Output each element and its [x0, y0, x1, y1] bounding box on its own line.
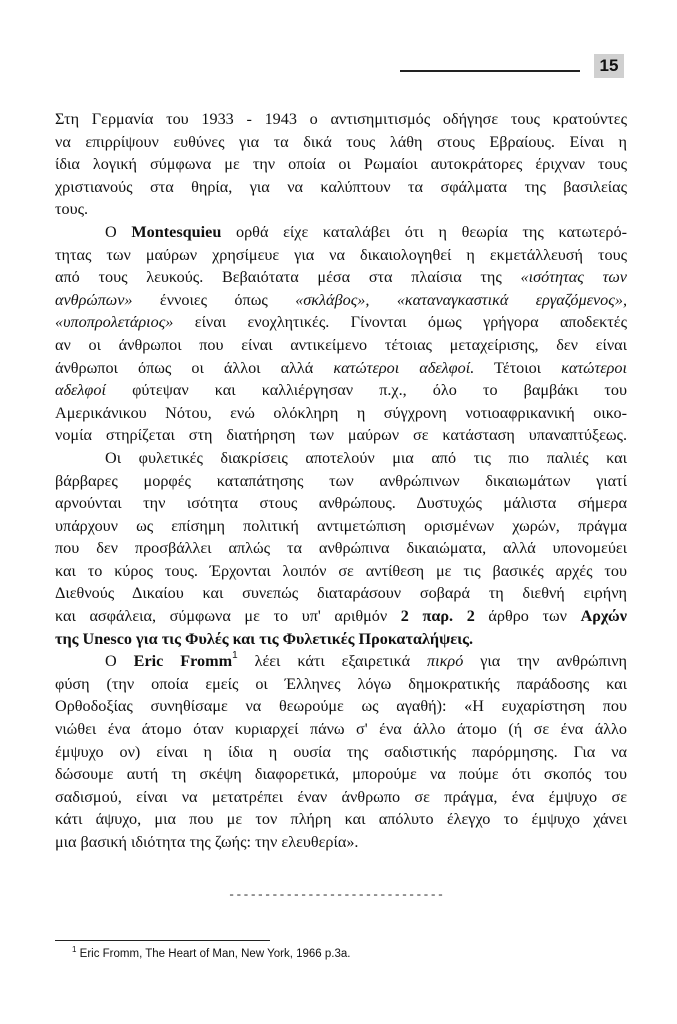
paragraph-3 — [55, 447, 627, 650]
text-run: φύτεψαν και καλλιέργησαν π.χ., όλο το βαμβάκι του — [105, 381, 627, 400]
text-line: της Unesco για τις Φυλές και τις Φυλετικές Προκαταλήψεις. — [55, 629, 474, 648]
text-line: έμψυχο ον) είναι η ίδια η ουσία της σαδιστικής παρόρμησης. Για να — [55, 742, 627, 761]
italic-phrase: «σκλάβος», «καταναγκαστικά εργαζόμενος», — [295, 290, 627, 309]
text-line: να επιρρίψουν ευθύνες για τα δικά τους λάθη στους Εβραίους. Είναι η — [55, 132, 627, 151]
text-line — [55, 311, 627, 334]
text-line: χριστιανούς στα θηρία, για να καλύπτουν τα σφάλματα της βασιλείας — [55, 177, 627, 196]
text-run: άρθρο των — [474, 607, 581, 626]
paragraph-1 — [55, 108, 627, 221]
footnote-marker: 1 — [232, 650, 238, 662]
body-text — [55, 108, 627, 854]
title-bold: Αρχών — [580, 607, 627, 626]
text-line: νιώθει ένα άτομο όταν κυριαρχεί πάνω σ' ένα άλλο άτομο (ή σε ένα άλλο — [55, 720, 627, 739]
italic-phrase: πικρό — [427, 652, 464, 671]
section-divider: ------------------------------ — [228, 888, 445, 902]
text-line: σαδισμού, είναι να μετατρέπει έναν άνθρωπο σε πράγμα, ένα έμψυχο σε — [55, 787, 627, 806]
text-run: είναι ενοχλητικές. Γίνονται όμως γρήγορα αποδεκτές — [173, 313, 627, 332]
text-line: ίδια λογική σύμφωνα με την οποία οι Ρωμαίοι αυτοκράτορες έριχναν τους — [55, 155, 627, 174]
text-line: και το κύρος τους. Έρχονται λοιπόν σε αντίθεση με τις βασικές αρχές του — [55, 561, 627, 580]
text-line — [55, 289, 627, 312]
text-run: λέει κάτι εξαιρετικά — [237, 652, 428, 671]
text-line: Στη Γερμανία του 1933 - 1943 ο αντισημιτισμός οδήγησε τους κρατούντες — [55, 110, 627, 128]
text-line: που δεν προσβάλλει απλώς τα ανθρώπινα δικαιώματα, αλλά υπονομεύει — [55, 539, 627, 558]
italic-phrase: κατώτεροι — [561, 358, 627, 377]
text-line: αρνούνται την ισότητα στους ανθρώπους. Δυστυχώς μάλιστα σήμερα — [55, 494, 627, 513]
text-run: ορθά είχε καταλάβει ότι η θεωρία της κατωτερό- — [221, 222, 627, 241]
italic-phrase: κατώτεροι αδελφοί. — [333, 358, 475, 377]
text-line — [55, 266, 627, 289]
text-line: υπάρχουν ως επίσημη πολιτική αντιμετώπιση ορισμένων χωρών, πράγμα — [55, 516, 627, 535]
text-line: βάρβαρες μορφές καταπάτησης των ανθρώπινων δικαιωμάτων γιατί — [55, 471, 627, 490]
paragraph-2 — [55, 221, 627, 447]
text-line — [55, 357, 627, 380]
text-line: Οι φυλετικές διακρίσεις αποτελούν μια από τις πιο παλιές και — [105, 448, 627, 467]
text-run: και ασφάλεια, σύμφωνα με το υπ' αριθμόν — [55, 607, 401, 626]
page-number: 15 — [594, 54, 624, 78]
text-run: άνθρωποι όπως οι άλλοι αλλά — [55, 358, 334, 377]
text-line: Ορθοδοξίας συνηθίσαμε να θεωρούμε ως αγαθή): «Η ευχαρίστηση που — [55, 697, 627, 716]
footnote-number: 1 — [72, 945, 77, 954]
text-line: Διεθνούς Δικαίου και συνεπώς διαταράσουν σοβαρά τη διεθνή ειρήνη — [55, 584, 627, 603]
paragraph-4 — [55, 650, 627, 853]
text-run: για την ανθρώπινη — [463, 652, 627, 671]
italic-phrase: «υποπρολετάριος» — [55, 313, 174, 332]
text-line: τους. — [55, 200, 89, 219]
text-line: νομία στηρίζεται στη διατήρηση των μαύρων σε κατάσταση υπαναπτύξεως. — [55, 426, 627, 445]
text-line: μια βασική ιδιότητα της ζωής: την ελευθερία». — [55, 833, 359, 851]
text-run: από τους λευκούς. Βεβαιότατα μέσα στα πλαίσια της — [55, 268, 521, 287]
footnote — [72, 945, 351, 960]
text-line: φύση (την οποία εμείς οι Έλληνες λόγω δημοκρατικής παράδοσης και — [55, 674, 627, 693]
italic-phrase: ανθρώπων» — [55, 290, 133, 309]
author-name: Eric Fromm — [133, 652, 233, 671]
text-line: Αμερικάνικου Νότου, ενώ ολόκληρη η σύγχρονη νοτιοαφρικανική οικο- — [55, 403, 627, 422]
text-run: Τέτοιοι — [474, 358, 562, 377]
footnote-text: Eric Fromm, The Heart of Man, New York, 1966 p.3a. — [79, 948, 351, 960]
italic-phrase: αδελφοί — [55, 381, 106, 400]
text-line: δώσουμε αυτή τη σκέψη διαφορετικά, μπορούμε να πούμε ότι σκοπός του — [55, 765, 627, 784]
footnote-rule — [55, 940, 270, 941]
article-ref: 2 παρ. 2 — [400, 607, 475, 626]
italic-phrase: «ισότητας των — [520, 268, 627, 287]
text-run: Ο — [105, 222, 132, 241]
author-name: Montesquieu — [131, 222, 222, 241]
text-line — [55, 221, 627, 244]
text-line: τητας των μαύρων χρησίμευε για να δικαιολογηθεί η εκμετάλλευσή τους — [55, 245, 627, 264]
text-line — [55, 379, 627, 402]
text-line — [55, 605, 627, 628]
text-line — [55, 650, 627, 673]
text-run: έννοιες όπως — [132, 290, 296, 309]
header-rule — [400, 70, 580, 72]
text-line: κάτι άψυχο, μια που με τον πλήρη και απόλυτο έλεγχο το έμψυχο χάνει — [55, 810, 627, 829]
text-run: Ο — [105, 652, 134, 671]
text-line: αν οι άνθρωποι που είναι αντικείμενο τέτοιας μεταχείρισης, δεν είναι — [55, 335, 627, 354]
